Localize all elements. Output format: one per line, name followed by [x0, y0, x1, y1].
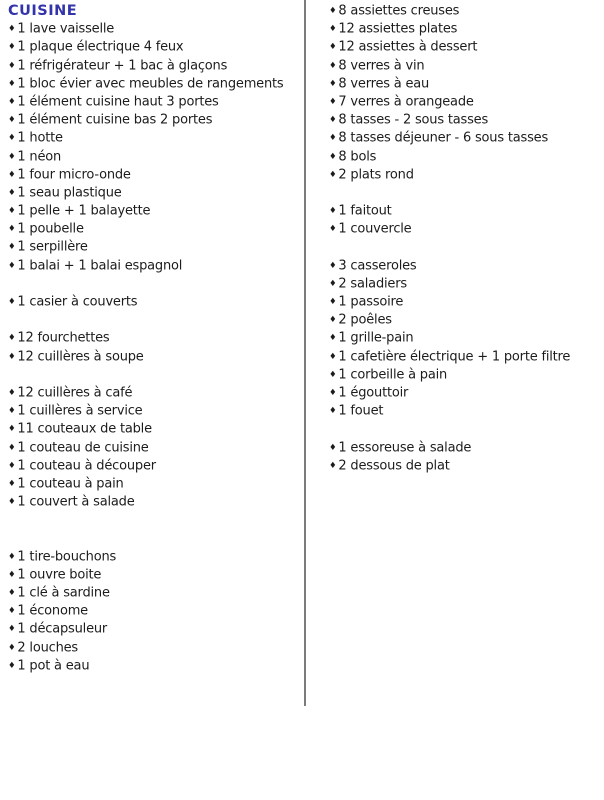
item-text: 1 élément cuisine haut 3 portes — [17, 94, 219, 110]
bullet-icon: ♦ — [329, 406, 337, 417]
bullet-icon: ♦ — [8, 297, 16, 307]
bullet-icon: ♦ — [329, 206, 337, 217]
blank-line — [8, 275, 302, 293]
bullet-icon: ♦ — [329, 387, 337, 398]
item-text: 1 cafetière électrique + 1 porte filtre — [338, 349, 571, 365]
item-text: 2 poêles — [338, 312, 392, 328]
bullet-icon: ♦ — [8, 442, 16, 453]
item-text: 1 néon — [17, 149, 62, 164]
list-item — [329, 129, 604, 147]
item-text: 1 pelle + 1 balayette — [17, 203, 151, 219]
item-text: 12 cuillères à soupe — [17, 349, 144, 365]
bullet-icon: ♦ — [329, 151, 337, 162]
bullet-icon: ♦ — [329, 260, 337, 271]
item-text: 1 clé à sardine — [17, 585, 110, 601]
list-item — [329, 166, 604, 184]
item-text: 2 plats rond — [338, 167, 414, 183]
bullet-icon: ♦ — [8, 151, 16, 162]
list-item — [8, 329, 302, 347]
list-item — [329, 293, 604, 311]
bullet-icon: ♦ — [329, 351, 337, 362]
column-divider — [304, 0, 306, 706]
list-item — [8, 111, 302, 129]
bullet-icon: ♦ — [8, 642, 16, 653]
item-text: 1 ouvre boite — [17, 567, 102, 583]
bullet-icon: ♦ — [329, 42, 337, 53]
item-text: 8 assiettes creuses — [338, 3, 460, 19]
list-item — [329, 111, 604, 129]
right-item-list — [329, 2, 604, 475]
bullet-icon: ♦ — [8, 424, 16, 435]
item-text: 8 tasses - 2 sous tasses — [338, 112, 489, 128]
blank-line — [8, 529, 302, 547]
item-text: 8 verres à eau — [338, 76, 430, 92]
list-item — [8, 20, 302, 38]
bullet-icon: ♦ — [329, 278, 337, 289]
list-item — [329, 257, 604, 275]
bullet-icon: ♦ — [8, 660, 16, 671]
bullet-icon: ♦ — [8, 242, 16, 253]
list-item — [329, 2, 604, 20]
list-item — [8, 657, 302, 675]
item-text: 1 poubelle — [17, 221, 84, 237]
bullet-icon: ♦ — [329, 442, 337, 453]
item-text: 1 couteau à découper — [17, 458, 156, 474]
list-item — [8, 402, 302, 420]
item-text: 1 tire-bouchons — [17, 549, 117, 565]
bullet-icon: ♦ — [329, 24, 337, 35]
list-item — [329, 457, 604, 475]
list-item — [8, 475, 302, 493]
list-item — [8, 129, 302, 147]
bullet-icon: ♦ — [8, 60, 16, 71]
list-item — [8, 384, 302, 402]
blank-line — [8, 366, 302, 384]
bullet-icon: ♦ — [329, 6, 337, 16]
list-item — [329, 93, 604, 111]
bullet-icon: ♦ — [8, 460, 16, 471]
list-item — [8, 166, 302, 184]
list-item — [329, 384, 604, 402]
left-column — [8, 2, 302, 675]
item-text: 1 grille-pain — [338, 330, 414, 346]
list-item — [8, 93, 302, 111]
bullet-icon: ♦ — [8, 78, 16, 89]
item-text: 1 essoreuse à salade — [338, 440, 472, 455]
bullet-icon: ♦ — [8, 406, 16, 417]
blank-line — [329, 184, 604, 202]
blank-line — [329, 420, 604, 438]
item-text: 12 cuillères à café — [17, 385, 133, 401]
list-item — [8, 566, 302, 584]
item-text: 1 balai + 1 balai espagnol — [17, 258, 183, 274]
item-text: 1 bloc évier avec meubles de rangements — [17, 76, 284, 92]
bullet-icon: ♦ — [329, 315, 337, 326]
list-item — [8, 602, 302, 620]
item-text: 1 lave vaisselle — [17, 21, 115, 37]
item-text: 1 cuillères à service — [17, 403, 143, 419]
bullet-icon: ♦ — [8, 606, 16, 617]
bullet-icon: ♦ — [8, 624, 16, 635]
list-item — [8, 38, 302, 56]
item-text: 3 casseroles — [338, 258, 417, 274]
right-column — [329, 2, 604, 475]
item-text: 7 verres à orangeade — [338, 94, 474, 110]
list-item — [8, 584, 302, 602]
item-text: 12 fourchettes — [17, 330, 110, 346]
list-item — [329, 148, 604, 166]
bullet-icon: ♦ — [329, 96, 337, 107]
list-item — [8, 293, 302, 311]
list-item — [329, 20, 604, 38]
bullet-icon: ♦ — [329, 133, 337, 144]
bullet-icon: ♦ — [8, 169, 16, 180]
list-item — [8, 148, 302, 166]
list-item — [8, 620, 302, 638]
item-text: 1 four micro-onde — [17, 167, 131, 183]
bullet-icon: ♦ — [8, 497, 16, 508]
blank-line — [8, 511, 302, 529]
list-item — [329, 57, 604, 75]
list-item — [329, 311, 604, 329]
item-text: 1 hotte — [17, 130, 63, 146]
list-item — [329, 38, 604, 56]
item-text: 1 élément cuisine bas 2 portes — [17, 112, 213, 128]
item-text: 8 bols — [338, 149, 377, 164]
item-text: 1 économe — [17, 603, 88, 619]
bullet-icon: ♦ — [329, 115, 337, 126]
item-text: 2 louches — [17, 640, 78, 656]
list-item — [329, 75, 604, 93]
list-item — [8, 348, 302, 366]
item-text: 1 passoire — [338, 294, 404, 310]
bullet-icon: ♦ — [329, 369, 337, 380]
item-text: 12 assiettes plates — [338, 21, 458, 37]
item-text: 12 assiettes à dessert — [338, 39, 478, 55]
bullet-icon: ♦ — [8, 260, 16, 271]
bullet-icon: ♦ — [8, 24, 16, 35]
item-text: 1 égouttoir — [338, 385, 409, 401]
left-item-list — [8, 20, 302, 675]
list-item — [329, 275, 604, 293]
bullet-icon: ♦ — [8, 224, 16, 235]
item-text: 1 plaque électrique 4 feux — [17, 39, 184, 55]
bullet-icon: ♦ — [8, 478, 16, 489]
page-title: CUISINE — [8, 3, 78, 19]
bullet-icon: ♦ — [8, 569, 16, 580]
bullet-icon: ♦ — [8, 133, 16, 144]
item-text: 11 couteaux de table — [17, 421, 152, 437]
bullet-icon: ♦ — [8, 333, 16, 344]
bullet-icon: ♦ — [329, 333, 337, 344]
list-item — [8, 439, 302, 457]
list-item — [8, 257, 302, 275]
bullet-icon: ♦ — [329, 60, 337, 71]
bullet-icon: ♦ — [8, 206, 16, 217]
item-text: 1 casier à couverts — [17, 294, 138, 310]
item-text: 1 couteau de cuisine — [17, 440, 149, 455]
item-text: 2 dessous de plat — [338, 458, 450, 474]
item-text: 8 verres à vin — [338, 58, 425, 74]
bullet-icon: ♦ — [8, 387, 16, 398]
list-item — [8, 184, 302, 202]
list-item — [8, 75, 302, 93]
bullet-icon: ♦ — [329, 78, 337, 89]
item-text: 1 couvert à salade — [17, 494, 135, 510]
list-item — [329, 402, 604, 420]
item-text: 1 corbeille à pain — [338, 367, 448, 383]
item-text: 1 couteau à pain — [17, 476, 124, 492]
item-text: 8 tasses déjeuner - 6 sous tasses — [338, 130, 549, 146]
item-text: 1 fouet — [338, 403, 384, 419]
list-item — [329, 202, 604, 220]
blank-line — [8, 311, 302, 329]
bullet-icon: ♦ — [8, 42, 16, 53]
bullet-icon: ♦ — [329, 297, 337, 307]
bullet-icon: ♦ — [329, 460, 337, 471]
item-text: 1 faitout — [338, 203, 392, 219]
bullet-icon: ♦ — [8, 588, 16, 598]
bullet-icon: ♦ — [8, 115, 16, 126]
item-text: 1 serpillère — [17, 239, 88, 255]
list-item — [8, 457, 302, 475]
list-item — [8, 57, 302, 75]
bullet-icon: ♦ — [8, 351, 16, 362]
list-item — [8, 548, 302, 566]
item-text: 1 couvercle — [338, 221, 412, 237]
list-item — [329, 348, 604, 366]
list-item — [329, 220, 604, 238]
bullet-icon: ♦ — [329, 169, 337, 180]
list-item — [8, 420, 302, 438]
item-text: 1 pot à eau — [17, 658, 90, 674]
list-item — [8, 639, 302, 657]
list-item — [329, 329, 604, 347]
list-item — [8, 493, 302, 511]
bullet-icon: ♦ — [8, 187, 16, 198]
item-text: 1 décapsuleur — [17, 621, 108, 637]
list-item — [8, 202, 302, 220]
item-text: 1 réfrigérateur + 1 bac à glaçons — [17, 58, 228, 74]
list-item — [8, 238, 302, 256]
list-item — [329, 366, 604, 384]
bullet-icon: ♦ — [8, 551, 16, 562]
list-item — [329, 439, 604, 457]
item-text: 1 seau plastique — [17, 185, 122, 201]
bullet-icon: ♦ — [8, 96, 16, 107]
item-text: 2 saladiers — [338, 276, 407, 292]
blank-line — [329, 238, 604, 256]
bullet-icon: ♦ — [329, 224, 337, 235]
list-item — [8, 220, 302, 238]
